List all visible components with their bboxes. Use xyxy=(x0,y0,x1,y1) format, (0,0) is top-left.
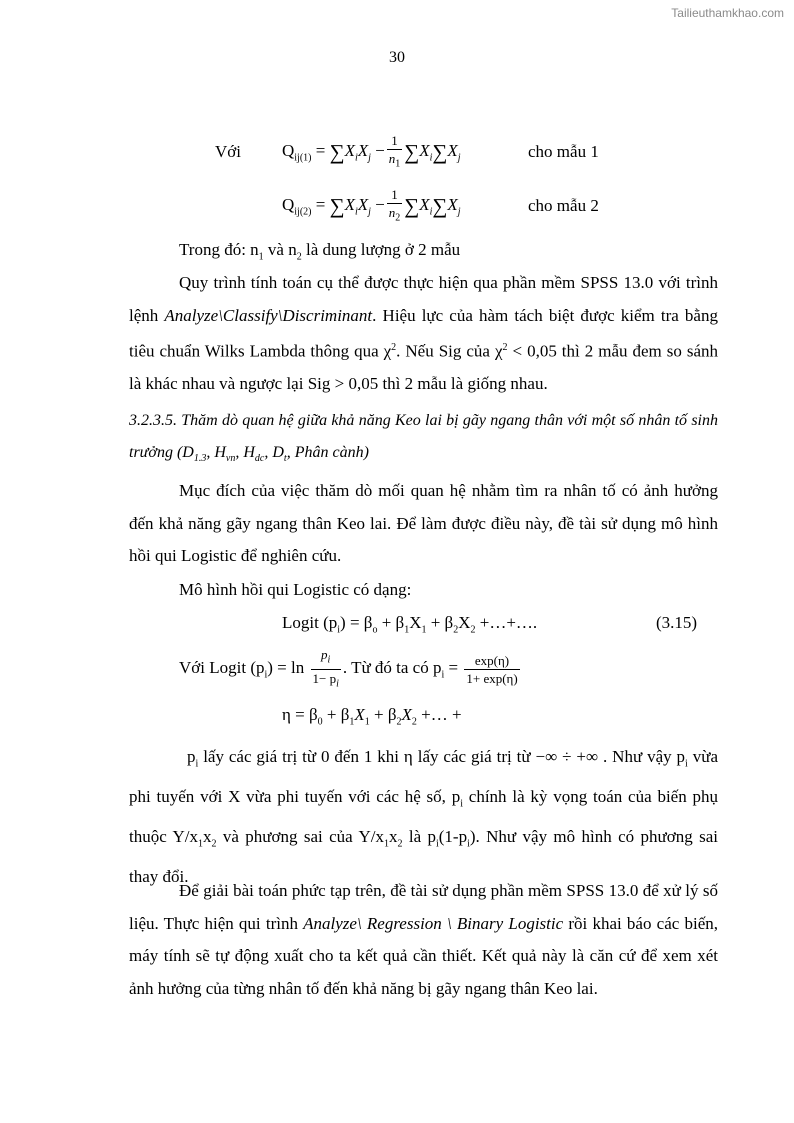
formula-q1-label: cho mẫu 1 xyxy=(528,142,599,161)
formula-q2: $Q_{ij(2)} = \sum X_iX_j$ − $\frac{1}{n_2}$ $\sum X_i\sum X_j$ xyxy=(282,187,461,224)
formula-q2-label: cho mẫu 2 xyxy=(528,196,599,215)
eta-equation: $\eta = \beta_0 + \beta_1X_1 + \beta_2X_2$ +… + xyxy=(282,705,462,728)
paragraph-purpose: Mục đích của việc thăm dò mối quan hệ nhằm tìm ra nhân tố có ảnh hưởng đến khả năng gãy ngang thân Keo lai. Để làm được điều này, đề tài sử dụng mô hình hồi qui Logistic để nghiên cứu. xyxy=(129,481,718,565)
logit-definition: Với Logit $(p_i) = \ln$ $\frac{p_i}{1- p_i}$ . Từ đó ta có $p_i$ = $\frac{\exp(\eta)}{1+ \exp(\eta)}$ xyxy=(179,647,518,690)
watermark: Tailieuthamkhao.com xyxy=(671,6,784,20)
voi-label: Với xyxy=(215,142,241,161)
equation-number: (3.15) xyxy=(656,613,698,632)
formula-q1: $Q_{ij(1)} = \sum X_iX_j$ − $\frac{1}{n_1}$ $\sum X_i\sum X_j$ xyxy=(282,133,461,170)
section-heading: 3.2.3.5. Thăm dò quan hệ giữa khả năng Keo lai bị gãy ngang thân với một số nhân tố sinh trưởng ($D_{1.3}$, $H_{vn}$, $H_{dc}$, $D_t$, Phân cành) xyxy=(129,412,718,465)
paragraph-spss-discriminant: Quy trình tính toán cụ thể được thực hiện qua phần mềm SPSS 13.0 với trình lệnh Analyze\Classify\Discriminant. Hiệu lực của hàm tách biệt được kiểm tra bằng tiêu chuẩn Wilks Lambda thông qua $\chi^2$. Nếu Sig của $\chi^2 < 0,05$ thì 2 mẫu đem so sánh là khác nhau và ngược lại Sig > 0,05 thì 2 mẫu là giống nhau. xyxy=(129,273,719,394)
trong-do-line: Trong đó: $n_1$ và $n_2$ là dung lượng ở 2 mẫu xyxy=(179,240,461,263)
logit-equation: Logit $(p_i) = \beta_o + \beta_1X_1 + \beta_2X_2$ +…+…. xyxy=(282,613,538,636)
paragraph-pi-range: $p_i$ lấy các giá trị từ 0 đến 1 khi η lấy các giá trị từ −∞ ÷ +∞ . Như vậy $p_i$ vừa phi tuyến với X vừa phi tuyến với các hệ số, $p_i$ chính là kỳ vọng toán của biến phụ thuộc $Y/x_1x_2$ và phương sai của $Y/x_1x_2$ là $p_i(1-p_i)$. Như vậy mô hình có phương sai thay đổi. xyxy=(129,747,719,886)
logit-intro: Mô hình hồi qui Logistic có dạng: xyxy=(179,580,412,599)
paragraph-binary-logistic: Để giải bài toán phức tạp trên, đề tài sử dụng phần mềm SPSS 13.0 để xử lý số liệu. Thực hiện qui trình Analyze\ Regression \ Binary Logistic rồi khai báo các biến, máy tính sẽ tự động xuất cho ta kết quả cần thiết. Kết quả này là căn cứ để xem xét ảnh hưởng của từng nhân tố đến khả năng bị gãy ngang thân Keo lai. xyxy=(129,881,718,998)
page-number: 30 xyxy=(389,49,405,66)
